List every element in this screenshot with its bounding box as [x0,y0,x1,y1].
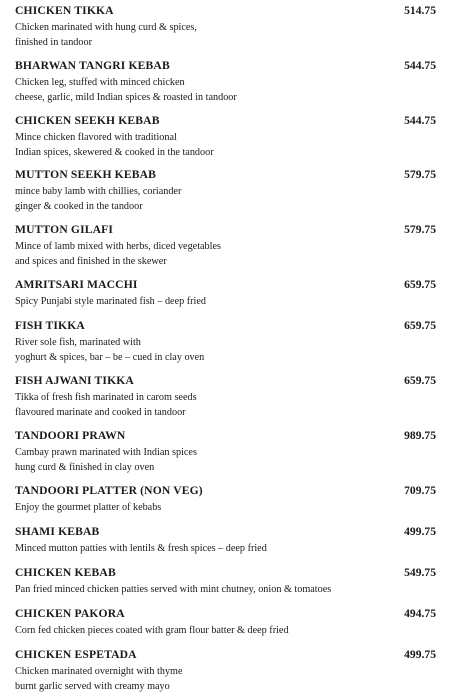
description-line: Pan fried minced chicken patties served with mint chutney, onion & tomatoes [15,584,332,595]
item-description [15,390,197,420]
description-line: burnt garlic served with creamy mayo [15,681,170,692]
description-line: Spicy Punjabi style marinated fish – deep fried [15,296,206,307]
item-description [15,294,206,309]
item-name: TANDOORI PRAWN [15,429,126,442]
item-name: TANDOORI PLATTER (NON VEG) [15,484,203,497]
description-line: Mince of lamb mixed with herbs, diced vegetables [15,241,221,252]
item-description [15,664,183,694]
description-line: Minced mutton patties with lentils & fresh spices – deep fried [15,543,267,554]
description-line: finished in tandoor [15,37,92,48]
item-description [15,582,331,597]
description-line: ginger & cooked in the tandoor [15,201,143,212]
item-name: CHICKEN PAKORA [15,607,125,620]
description-line: flavoured marinate and cooked in tandoor [15,407,186,418]
item-price: 659.75 [404,319,436,332]
item-name: FISH TIKKA [15,319,85,332]
item-description [15,335,204,365]
item-description [15,239,221,269]
item-price: 709.75 [404,484,436,497]
description-line: hung curd & finished in clay oven [15,462,155,473]
item-name: CHICKEN ESPETADA [15,648,137,661]
item-name: CHICKEN KEBAB [15,566,116,579]
description-line: Tikka of fresh fish marinated in carom seeds [15,392,197,403]
item-price: 544.75 [404,114,436,127]
item-name: BHARWAN TANGRI KEBAB [15,59,170,72]
item-price: 659.75 [404,278,436,291]
item-name: MUTTON GILAFI [15,223,114,236]
item-description [15,20,197,50]
item-description [15,75,237,105]
item-description [15,130,214,160]
description-line: yoghurt & spices, bar – be – cued in clay oven [15,352,205,363]
item-name: FISH AJWANI TIKKA [15,374,134,387]
item-name: AMRITSARI MACCHI [15,278,138,291]
description-line: Cambay prawn marinated with Indian spices [15,447,197,458]
item-price: 989.75 [404,429,436,442]
item-description [15,445,197,475]
item-price: 514.75 [404,4,436,17]
description-line: mince baby lamb with chillies, coriander [15,186,182,197]
item-name: CHICKEN TIKKA [15,4,114,17]
description-line: Chicken marinated overnight with thyme [15,666,183,677]
item-description [15,500,161,515]
item-price: 579.75 [404,223,436,236]
item-price: 499.75 [404,525,436,538]
item-price: 659.75 [404,374,436,387]
description-line: River sole fish, marinated with [15,337,141,348]
item-price: 494.75 [404,607,436,620]
item-description [15,541,267,556]
item-name: SHAMI KEBAB [15,525,100,538]
description-line: cheese, garlic, mild Indian spices & roasted in tandoor [15,92,237,103]
item-name: CHICKEN SEEKH KEBAB [15,114,160,127]
item-name: MUTTON SEEKH KEBAB [15,168,156,181]
description-line: Mince chicken flavored with traditional [15,132,177,143]
description-line: Enjoy the gourmet platter of kebabs [15,502,162,513]
item-price: 544.75 [404,59,436,72]
item-description [15,184,181,214]
description-line: Indian spices, skewered & cooked in the tandoor [15,147,214,158]
description-line: Chicken marinated with hung curd & spices, [15,22,197,33]
description-line: Chicken leg, stuffed with minced chicken [15,77,185,88]
item-description [15,623,289,638]
description-line: Corn fed chicken pieces coated with gram flour batter & deep fried [15,625,289,636]
item-price: 549.75 [404,566,436,579]
description-line: and spices and finished in the skewer [15,256,167,267]
item-price: 579.75 [404,168,436,181]
item-price: 499.75 [404,648,436,661]
